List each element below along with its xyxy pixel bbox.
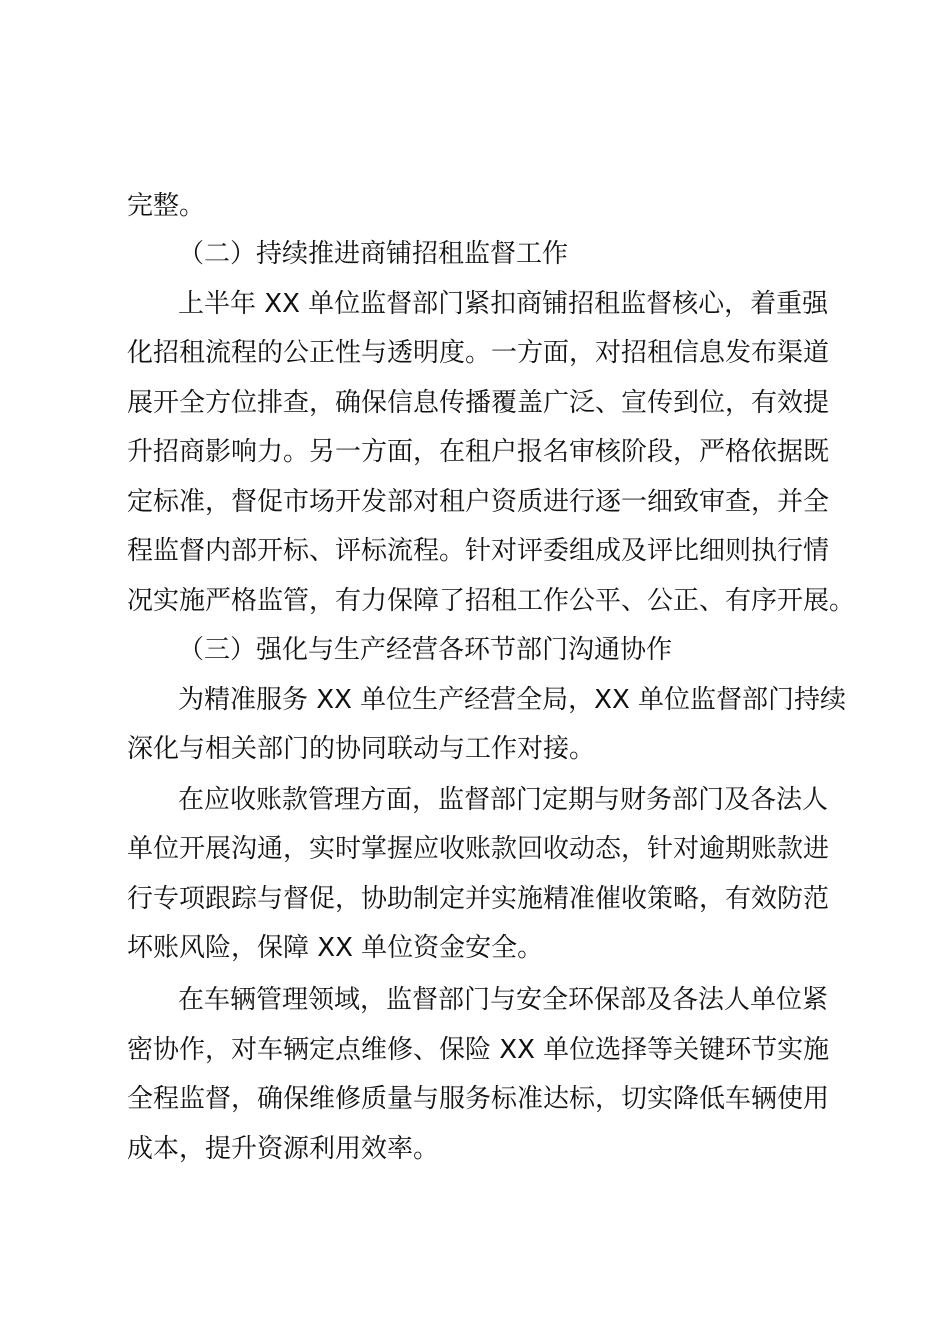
paragraph-line: 密协作，对车辆定点维修、保险 XX 单位选择等关键环节实施 <box>127 1035 830 1065</box>
paragraph-line: 全程监督，确保维修质量与服务标准达标，切实降低车辆使用 <box>127 1084 830 1114</box>
paragraph-line: 在车辆管理领域，监督部门与安全环保部及各法人单位紧 <box>178 985 829 1015</box>
paragraph-line: 升招商影响力。另一方面，在租户报名审核阶段，严格依据既 <box>127 437 830 467</box>
section-heading: （三）强化与生产经营各环节部门沟通协作 <box>178 635 673 665</box>
paragraph-line: 坏账风险，保障 XX 单位资金安全。 <box>127 933 544 963</box>
paragraph-line: 展开全方位排查，确保信息传播覆盖广泛、宣传到位，有效提 <box>127 388 830 418</box>
paragraph-line: 化招租流程的公正性与透明度。一方面，对招租信息发布渠道 <box>127 338 830 368</box>
paragraph-line: 单位开展沟通，实时掌握应收账款回收动态，针对逾期账款进 <box>127 834 830 864</box>
paragraph-line: 上半年 XX 单位监督部门紧扣商铺招租监督核心，着重强 <box>178 289 829 319</box>
paragraph-line: 为精准服务 XX 单位生产经营全局，XX 单位监督部门持续 <box>178 685 847 715</box>
paragraph-line: 成本，提升资源利用效率。 <box>127 1134 440 1164</box>
paragraph-line: 完整。 <box>127 191 206 221</box>
paragraph-line: 深化与相关部门的协同联动与工作对接。 <box>127 734 596 764</box>
section-heading: （二）持续推进商铺招租监督工作 <box>178 239 569 269</box>
paragraph-line: 程监督内部开标、评标流程。针对评委组成及评比细则执行情 <box>127 536 830 566</box>
paragraph-line: 况实施严格监管，有力保障了招租工作公平、公正、有序开展。 <box>127 586 856 616</box>
paragraph-line: 行专项跟踪与督促，协助制定并实施精准催收策略，有效防范 <box>127 884 830 914</box>
paragraph-line: 定标准，督促市场开发部对租户资质进行逐一细致审查，并全 <box>127 487 830 517</box>
paragraph-line: 在应收账款管理方面，监督部门定期与财务部门及各法人 <box>178 785 829 815</box>
